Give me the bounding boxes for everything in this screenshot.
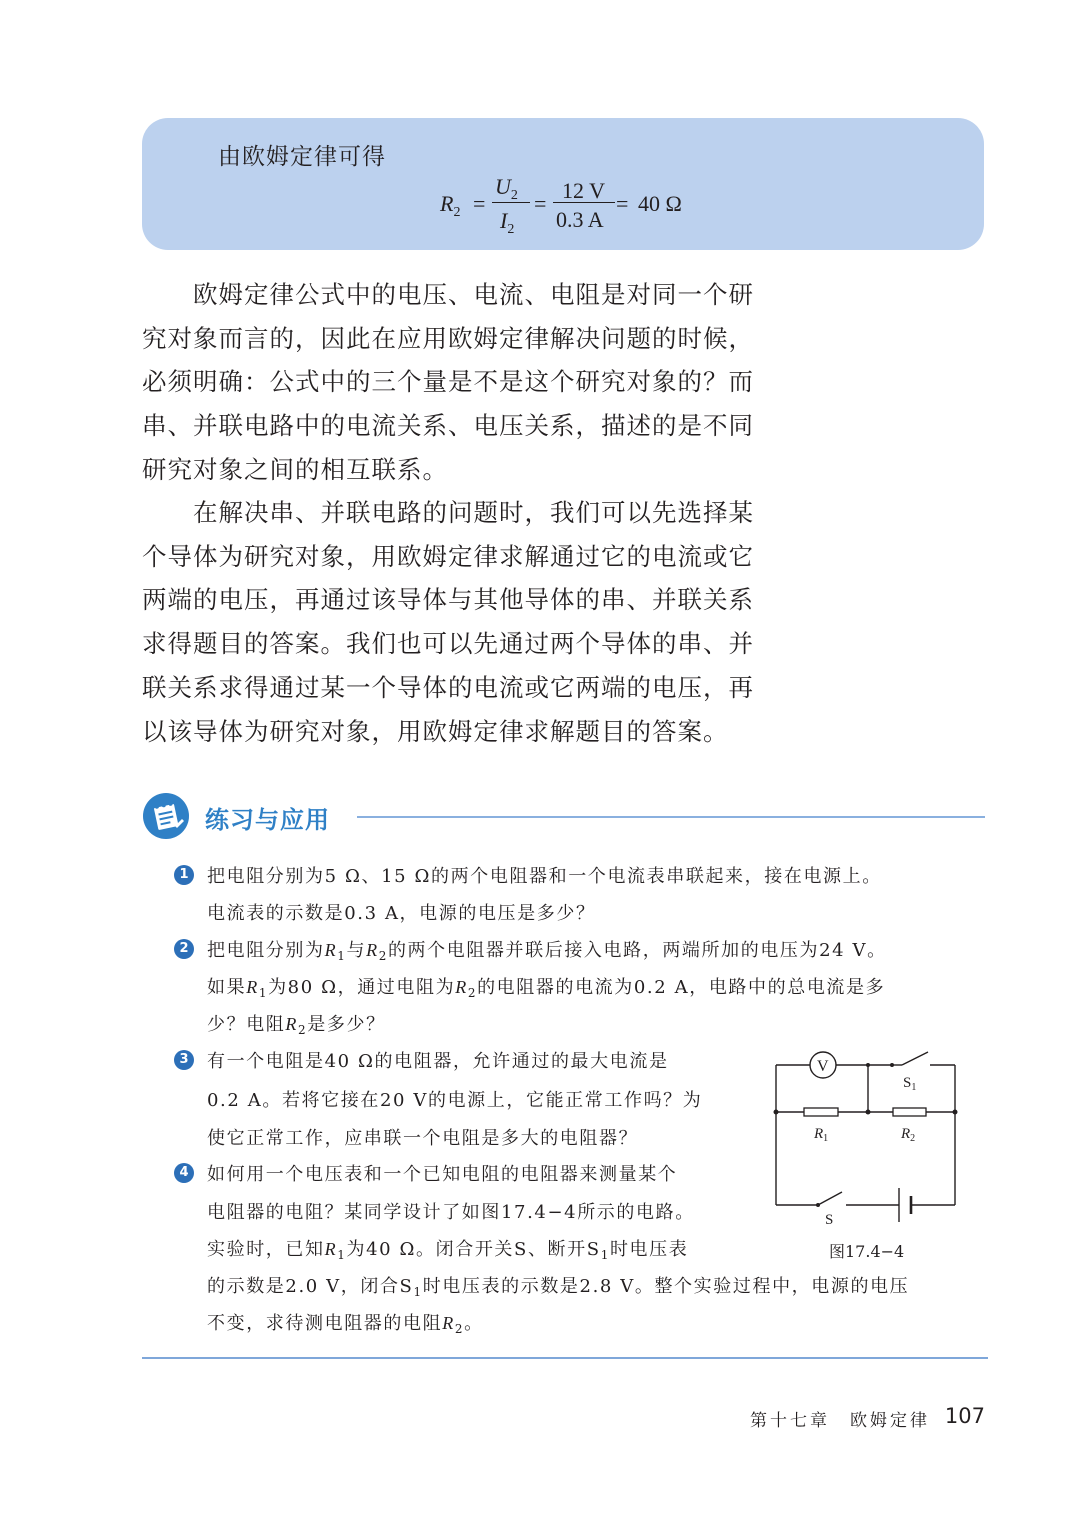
voltmeter-label: V — [817, 1058, 829, 1075]
paragraph-2 — [142, 491, 754, 753]
q4-line-2: 电阻器的电阻？某同学设计了如图17.4−4所示的电路。 — [207, 1202, 695, 1223]
chapter-footer: 第十七章 欧姆定律 — [750, 1411, 930, 1431]
paragraph-line: 在解决串、并联电路的问题时，我们可以先选择某 — [142, 498, 754, 527]
q4-line-1: 如何用一个电压表和一个已知电阻的电阻器来测量某个 — [207, 1164, 678, 1185]
section-bottom-rule — [142, 1357, 988, 1359]
formula-lhs: $R_2$ — [440, 191, 461, 220]
q1-line-2: 电流表的示数是0.3 A，电源的电压是多少？ — [207, 903, 596, 924]
paragraph-line: 欧姆定律公式中的电压、电流、电阻是对同一个研 — [142, 280, 754, 309]
exercise-title-rule — [357, 816, 985, 818]
exercise-notebook-icon — [142, 792, 190, 840]
paragraph-line: 两端的电压，再通过该导体与其他导体的串、并联关系 — [142, 585, 754, 615]
formula-eq-2: = — [534, 191, 547, 216]
r1-label: $R_1$ — [814, 1126, 829, 1144]
formula-eq-1: = — [473, 191, 486, 216]
question-number-1: 1 — [174, 865, 194, 885]
page-number: 107 — [944, 1404, 985, 1428]
r2-label: $R_2$ — [901, 1126, 916, 1144]
ohm-law-formula — [440, 172, 700, 242]
resistor-r2 — [893, 1108, 926, 1116]
circuit-diagram — [760, 1040, 980, 1230]
formula-frac1-bar — [492, 202, 530, 203]
q2-line-1: 把电阻分别为$R_1$与$R_2$的两个电阻器并联后接入电路，两端所加的电压为24 V。 — [207, 940, 887, 963]
question-number-3: 3 — [174, 1050, 194, 1070]
figure-caption: 图17.4−4 — [829, 1242, 905, 1261]
paragraph-1 — [142, 273, 754, 492]
paragraph-line: 求得题目的答案。我们也可以先通过两个导体的串、并 — [142, 629, 754, 659]
resistor-r1 — [804, 1108, 838, 1116]
paragraph-line: 联关系求得通过某一个导体的电流或它两端的电压，再 — [142, 672, 754, 702]
q4-line-4: 的示数是2.0 V，闭合$S_1$时电压表的示数是2.8 V。整个实验过程中，电源的电压 — [207, 1276, 910, 1299]
q1-line-1: 把电阻分别为5 Ω、15 Ω的两个电阻器和一个电流表串联起来，接在电源上。 — [207, 866, 882, 887]
paragraph-line: 串、并联电路中的电流关系、电压关系，描述的是不同 — [142, 411, 754, 441]
formula-frac1-numerator: $U_2$ — [495, 174, 518, 203]
q4-line-3: 实验时，已知$R_1$为40 Ω。闭合开关S、断开$S_1$时电压表 — [207, 1239, 689, 1262]
formula-frac2-denominator: 0.3 A — [556, 207, 604, 232]
q3-line-3: 使它正常工作，应串联一个电阻是多大的电阻器？ — [207, 1128, 639, 1149]
formula-frac2-numerator: 12 V — [562, 178, 605, 203]
paragraph-line: 研究对象之间的相互联系。 — [142, 454, 448, 484]
paragraph-line: 个导体为研究对象，用欧姆定律求解通过它的电流或它 — [142, 541, 754, 571]
formula-frac2-bar — [553, 202, 615, 203]
q2-line-2: 如果$R_1$为80 Ω，通过电阻为$R_2$的电阻器的电流为0.2 A，电路中的总电流是多 — [207, 977, 886, 1000]
question-number-4: 4 — [174, 1163, 194, 1183]
formula-result: 40 Ω — [638, 191, 682, 216]
q3-line-2: 0.2 A。若将它接在20 V的电源上，它能正常工作吗？为 — [207, 1090, 703, 1111]
formula-eq-3: = — [616, 191, 629, 216]
switch-s1-label: $S_1$ — [903, 1075, 917, 1093]
question-number-2: 2 — [174, 939, 194, 959]
paragraph-line: 以该导体为研究对象，用欧姆定律求解题目的答案。 — [142, 716, 729, 746]
q3-line-1: 有一个电阻是40 Ω的电阻器，允许通过的最大电流是 — [207, 1051, 669, 1072]
formula-frac1-denominator: $I_2$ — [500, 208, 515, 237]
q4-line-5: 不变，求待测电阻器的电阻$R_2$。 — [207, 1313, 484, 1336]
paragraph-line: 必须明确：公式中的三个量是不是这个研究对象的？而 — [142, 367, 754, 397]
exercise-title: 练习与应用 — [205, 806, 330, 834]
solution-intro: 由欧姆定律可得 — [218, 144, 386, 170]
paragraph-line: 究对象而言的，因此在应用欧姆定律解决问题的时候， — [142, 323, 754, 353]
q2-line-3: 少？电阻$R_2$是多少？ — [207, 1014, 386, 1037]
switch-s-label: S — [825, 1212, 834, 1228]
